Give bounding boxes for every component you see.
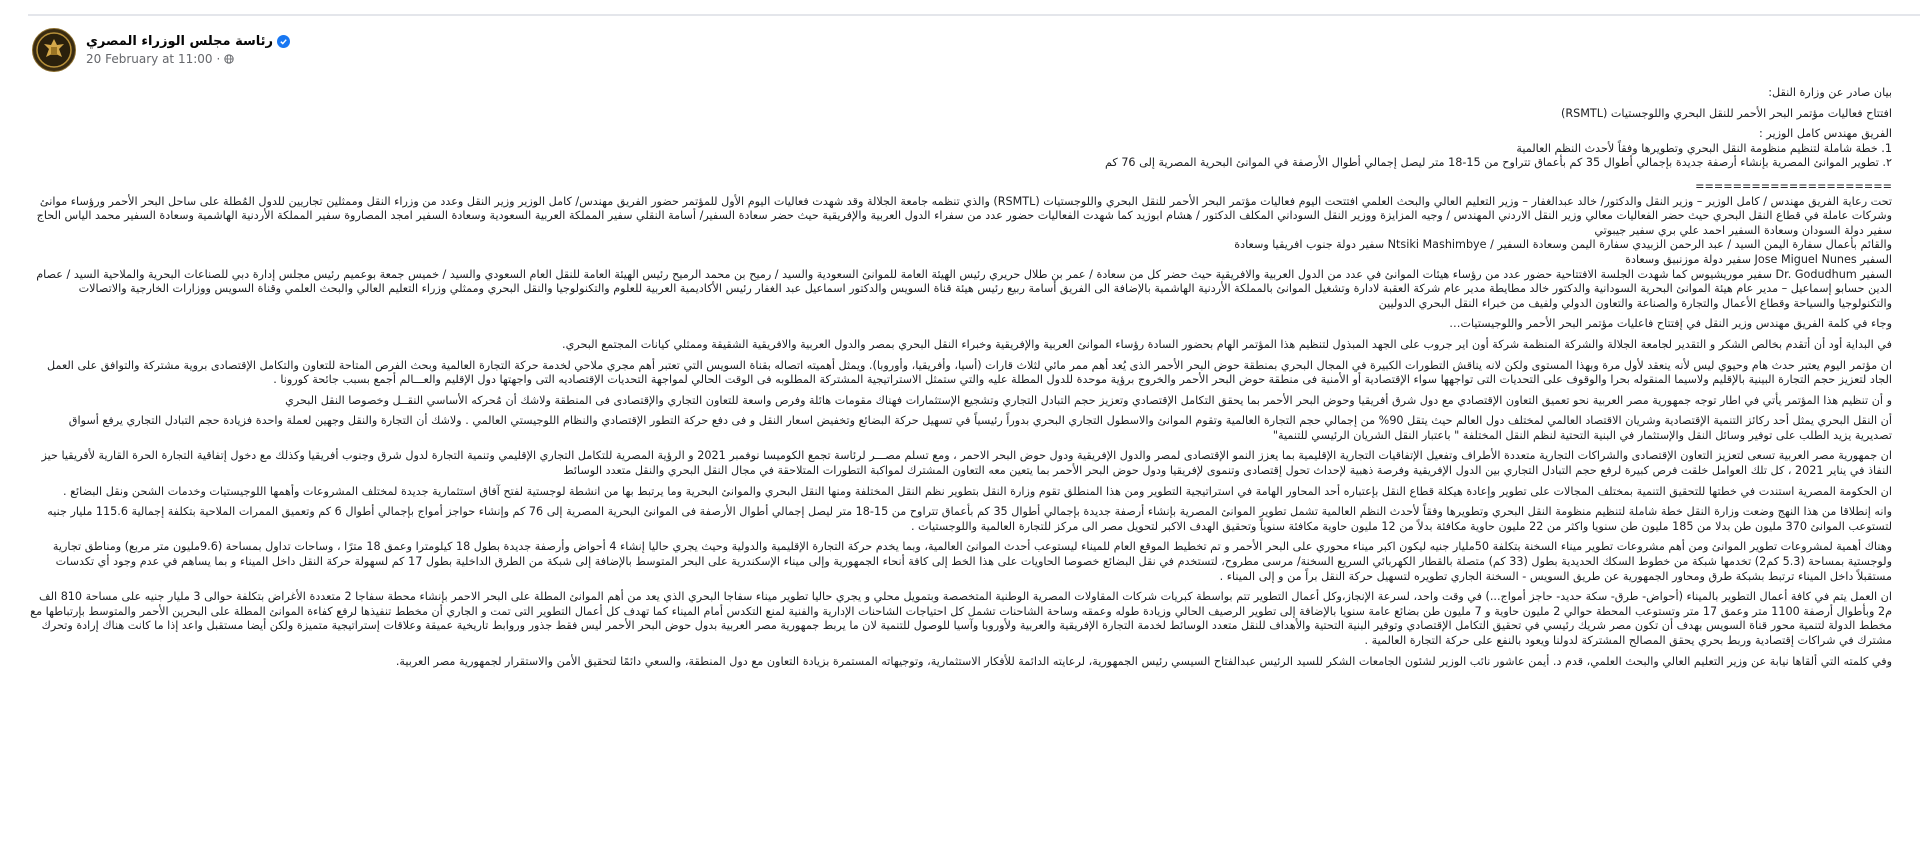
- post-paragraph: تحت رعاية الفريق مهندس / كامل الوزير – وزير النقل والدكتور/ خالد عبدالغفار – وزير التعليم العالي والبحث العلمي افتتحت اليوم فعاليات مؤتمر البحر الأحمر للنقل البحري واللوجستيات (RSMTL) والذي تنظمه جامعة الجلالة وقد شهدت فعاليات اليوم الأول للمؤتمر حضور الفريق مهندس/ كامل الوزير وزير النقل وعدد من وزراء النقل وممثلين تجاريين للدول المُطلة على ساحل البحر الأحمر ورؤساء موانئ وشركات عاملة في قطاع النقل البحري حيث حضر الفعاليات معالي وزير النقل الاردني المهندس / وجيه المزايزة ووزير النقل السوداني المكلف الدكتور / هشام ابوزيد كما شهدت الفعاليات حضور عدد من سفراء الدول العربية والإفريقية حيث حضر سعادة السفير/ أسامة النقلي سفير المملكة العربية السعودية وسعادة السفير امجد المصاروة سفير المملكة الأردنية الهاشمية وسعادة السفير محمد الياس الحاج سفير دولة السودان وسعادة السفير احمد علي بري سفير جيبوتي: [36, 194, 1892, 237]
- post-line-minister: الفريق مهندس كامل الوزير :: [1758, 127, 1892, 141]
- post-timestamp[interactable]: 20 February at 11:00: [86, 52, 213, 66]
- post-line-title: بيان صادر عن وزارة النقل:: [1768, 86, 1892, 99]
- post-meta: [86, 34, 290, 66]
- post-paragraph: ان الحكومة المصرية استندت في خطتها للتحقيق التنمية بمختلف المجالات على تطوير وإعادة هيكلة قطاع النقل بإعتباره أحد المحاور الهامة في استراتيجية التطوير ومن هذا المنطلق تقوم وزارة النقل بتطوير نظم النقل المختلفة ومنها النقل البحري والموانئ البحرية وما يرتبط بها من انشطة لوجستية لفتح آفاق استثمارية جديدة لمختلف المشروعات وأهمها اللوجيستيات وخدمات الشحن ونقل البضائع .: [62, 484, 1892, 498]
- post-paragraph: وهناك أهمية لمشروعات تطوير الموانئ ومن أهم مشروعات تطوير ميناء السخنة بتكلفة 50مليار جنيه ليكون اكبر ميناء محوري على البحر الأحمر و تم تخطيط الموقع العام للميناء ليستوعب أحدث الموانئ العالمية، وبما يخدم حركة التجارة الإقليمية والدولية وحيث يجري حاليا إنشاء 4 أحواض وأرصفة جديدة بطول 18 كيلومترا وعمق 18 مترًا ، وساحات تداول بمساحة (9.6مليون متر مربع) ومناطق تجارية ولوجستية بمساحة (5.3 كم2) تخدمها شبكة من خطوط السكك الحديدية بطول (33 كم) متصلة بالقطار الكهربائي السريع السخنة/ مرسى مطروح، لتستخدم في نقل البضائع خصوصا الحاويات على هذا الخط إلى كافة أنحاء الجمهورية وإلى ميناء الإسكندرية على البحر المتوسط بالإضافة إلى شبكة من الطرق الداخلية بطول 17 كم لسهولة حركة النقل داخل الميناء و بما يساهم في عدم وجود أي تكدسات مستقبلاً داخل الميناء ترتبط بشبكة طرق ومحاور الجمهورية عن طريق السويس - السخنة الجاري تطويره لتسهيل حركة النقل براً من و إلى الميناء .: [52, 540, 1892, 583]
- post-paragraph: السفير Jose Miguel Nunes سفير دولة موزنبيق وسعادة: [1625, 252, 1892, 266]
- post-separator-line: =====================: [1695, 179, 1892, 193]
- page-name[interactable]: رئاسة مجلس الوزراء المصري: [86, 34, 274, 49]
- page-avatar[interactable]: [32, 28, 76, 72]
- post-line-point-1: 1. خطة شاملة لتنظيم منظومة النقل البحري وتطويرها وفقاً لأحدث النظم العالمية: [1516, 141, 1892, 155]
- verified-badge-icon: [277, 35, 290, 48]
- top-divider: [28, 14, 1920, 16]
- post-subline: [86, 52, 290, 66]
- post-header: [32, 28, 290, 72]
- post-paragraph: ان مؤتمر اليوم يعتبر حدث هام وحيوي ليس لأنه ينعقد لأول مرة وبهذا المستوى ولكن لانه يناقش التطورات الكبيرة في المجال البحري بمنطقة حوض البحر الأحمر الذى يُعد أهم ممر مائي لثلاث قارات (أسيا، وأفريقيا، وأوروبا). ويمثل أهميته اتصاله بقناة السويس التي تعتبر أهم مجري ملاحي لخدمة حركة التجارة العالمية وبحث الفرص المتاحة للتعاون والتكامل الإقتصادى بروية مشتركة والتوافق على العمل الجاد لتعزيز حجم التجارة البينية بالإقليم ولاسيما المنقوله بحرا والوقوف على التحديات التى تواجهها سواء الإقتصادية أو الأمنية فى منطقة حوض البحر الأحمر والخروج برؤية موحدة للدول المطلة عليه والتي ستمثل الاستراتيجية المشتركة المطلوبه فى الوقت الحالي لمواجهة التحديات الإقتصاديه التى واجهتها دول الإقليم والعـــالم أجمع بسبب جائحة كورونا .: [47, 358, 1892, 387]
- post-paragraph: أن النقل البحري يمثل أحد ركائز التنمية الإقتصادية وشريان الاقتصاد العالمي لمختلف دول العالم حيث يتقل 90% من إجمالي حجم التجارة العالمية وتقوم الموانئ والاسطول التجاري البحري بدوراً رئيسياً في تسهيل حركة البضائع وتخفيض اسعار النقل و فى دفع حركة التطور الإقتصادي والنظام اللوجيستي العالمي . ولاشك أن التجارة والنقل وجهين لعملة واحدة فزيادة حجم التبادل التجاري يرفع أسواق تصديرية يزيد الطلب على توفير وسائل النقل والإستثمار في البنية التحتية لنظم النقل المختلفة " باعتبار النقل الشريان الرئيسي للتنمية": [68, 414, 1892, 442]
- post-paragraph: السفير Dr. Godudhum سفير موريشيوس كما شهدت الجلسة الافتتاحية حضور عدد من رؤساء هيئات الموانئ في عدد من الدول العربية والافريقية حيث حضر كل من سعادة / عمر بن طلال حريري رئيس الهيئة العامة للموانئ السعودية والسيد / رميح بن محمد الرميح رئيس الهيئة العامة للنقل العام السعودي والسيد / خميس جمعة بوعميم رئيس مجلس إدارة دبي للصناعات البحرية والملاحية السيد / عصام الدين حسابو إسماعيل – مدير عام هيئة الموانئ البحرية السودانية والدكتور خالد مطايطة مدير عام شركة العقبة لادارة وتشغيل الموانئ بالمملكة الأردنية الهاشمية بالإضافة الى الفريق أسامة ربيع رئيس هيئة قناة السويس والدكتور اسماعيل عبد الغفار رئيس الأكاديمية العربية للعلوم والتكنولوجيا والنقل البحري وممثلي وزراء التعليم العالي والبحث العلمي وقناة السويس ووزارات الخارجية والاتصالات والتكنولوجيا والسياحة وقطاع الأعمال والتجارة والصناعة والتعاون الدولي ولفيف من خبراء النقل البحري الدوليين: [36, 267, 1892, 310]
- post-line-headline: افتتاح فعاليات مؤتمر البحر الأحمر للنقل البحري واللوجستيات (RSMTL): [1560, 106, 1892, 120]
- post-paragraph: ان جمهورية مصر العربية تسعى لتعزيز التعاون الإقتصادى والشراكات التجارية متعددة الأطراف وتفعيل الإتفاقيات التجارية الإقليمية بما يعزز النمو الإقتصادى لمصر والدول الإفريقية ودول حوض البحر الاحمر ، ومع تسلم مصـــر لرئاسة تجمع الكوميسا نوفمبر 2021 و الرؤية المصرية للتكامل التجاري الإقليمي وتنمية التجارة لدول شرق وجنوب أفريقيا وكذلك مع دخول إتفاقية التجارة الحرة القارية لأفريقيا حيز النفاذ في يناير 2021 ، كل تلك العوامل خلقت فرص كبيرة لرفع حجم التبادل التجاري بين الدول الإفريقية وفرصة ذهبية لإحداث تحول إقتصادى وتنموى لإفريقيا ودول حوض البحر الأحمر بما يتعين معه التعاون المشترك لمواكبة التطورات المتلاحقة في مجال النقل البحري والنقل متعدد الوسائط: [41, 449, 1892, 478]
- eagle-emblem-icon: [36, 32, 72, 68]
- post-body: [30, 80, 1892, 856]
- post-paragraph: وفي كلمته التي ألقاها نيابة عن وزير التعليم العالي والبحث العلمي، قدم د. أيمن عاشور نائب الوزير لشئون الجامعات الشكر للسيد الرئيس عبدالفتاح السيسي رئيس الجمهورية، لرعايته الدائمة للأفكار الاستثمارية، وتوجيهاته المستمرة بزيادة التعاون مع دول المنطقة، والسعي دائمًا لتحقيق الأمن والاستقرار لجمهورية مصر العربية.: [395, 654, 1892, 668]
- post-paragraph: وانه إنطلاقا من هذا النهج وضعت وزارة النقل خطة شاملة لتنظيم منظومة النقل البحري وتطويرها وفقاً لأحدث النظم العالمية تشمل تطوير الموانئ المصرية بإنشاء أرصفة جديدة بإجمالي أطوال 35 كم بأعماق تتراوح من 15-18 متر ليصل إجمالي أطوال الأرصفة فى الموانئ البحرية المصرية إلى 76 كم وإنشاء حواجز أمواج بإجمالي أطوال 6 كم وتعميق الممرات الملاحية بتكلفة إجمالية 115.6 مليار جنيه لتستوعب الموانئ 370 مليون طن بدلا من 185 مليون طن سنويا واكثر من 22 مليون حاوية مكافئة بدلاً من 12 مليون حاوية مكافئة سنوياً وتحقيق الهدف الاكبر لتحويل مصر الى مركز للتجارة العالمية واللوجستيات .: [47, 505, 1892, 533]
- post-paragraph: ان العمل يتم في كافة أعمال التطوير بالميناء (أحواض- طرق- سكة حديد- حاجز أمواج...) في وقت واحد، لسرعة الإنجاز،وكل أعمال التطوير تتم بواسطة كبريات شركات المقاولات المصرية الوطنية المتخصصة وبتمويل محلي و يجري حاليا تطوير ميناء سفاجا البحري الذي يعد من أهم الموانئ المطلة على البحر الاحمر بإنشاء محطة سفاجا 2 متعددة الأغراض بتكلفة حوالى 3 مليار جنيه على مساحة 810 الف م2 وبأطوال أرصفة 1100 متر وعمق 17 متر وتستوعب المحطة حوالي 2 مليون حاوية و 7 مليون طن بضائع عامة سنويا بالإضافة إلى تطوير الرصيف الحالي وزيادة طوله وعمقه وساحة الشاحنات تشمل كل احتياجات الشاحنات الإدارية والفنية لمنع التكدس أمام الميناء كما تهدف كل أعمال التطوير التى تمت و الجاري أن مخطط تنفيذها لرفع كفاءة الموانئ المطلة على البحرين الأحمر والمتوسط بإرتباطها مع مخطط الدولة لتنمية محور قناة السويس بهدف أن تكون مصر شريك رئيسي في تحقيق التكامل الإقتصادي وتوفير البنية التحتية والأهداف للنقل متعدد الوسائط لخدمة التجارة الإفريقية والعربية ولأوروبا وآسيا للوصول للتنمية لان ما يربط جمهورية مصر العربية بدول حوض البحر الأحمر ليس فقط جذور وروابط تاريخية عميقة وعلاقات إستراتيجية متميزة ولكن أيضا مستقبل واعد إذا ما كانت هناك إرادة وتحرك مشترك في شراكات إقتصادية وربط بحري يحقق المصالح المشتركة لدولنا ويعود بالنفع على حركة التجارة العالمية .: [30, 590, 1892, 647]
- post-line-point-2: ٢. تطوير الموانئ المصرية بإنشاء أرصفة جديدة بإجمالي أطوال 35 كم بأعماق تتراوح من 15-18 متر ليصل إجمالي أطوال الأرصفة في الموانئ البحرية المصرية إلى 76 كم: [1104, 156, 1892, 170]
- post-paragraph: و أن تنظيم هذا المؤتمر يأتي في اطار توجه جمهورية مصر العربية نحو تعميق التعاون الإقتصادي مع دول شرق أفريقيا وحوض البحر الأحمر بما يحقق التكامل الإقتصادي وتعزيز حجم التبادل التجاري وتشجيع الإستثمارات فهناك مقومات هائلة وفرص واسعة للتعاون التجاري والإقتصادى فى المنطقة ولاشك أن مُحركه الأساسي النقــل وخصوصا النقل البحري: [285, 393, 1892, 407]
- post-paragraph: والقائم بأعمال سفارة اليمن السيد / عبد الرحمن الزبيدي سفارة اليمن وسعادة السفير / Ntsiki Mashimbye سفير دولة جنوب افريقيا وسعادة: [1234, 238, 1892, 252]
- page-name-row: [86, 34, 290, 49]
- meta-separator: ·: [216, 52, 221, 66]
- post-paragraph: وجاء في كلمة الفريق مهندس وزير النقل في إفتتاح فاعليات مؤتمر البحر الأحمر واللوجيستيات…: [1449, 317, 1892, 331]
- post-paragraph: في البداية أود أن أتقدم بخالص الشكر و التقدير لجامعة الجلالة والشركة المنظمة شركة أون اير جروب على الجهد المبذول لتنظيم هذا المؤتمر الهام بحضور السادة رؤساء الموانئ العربية والإفريقية وخبراء النقل البحري بمصر والدول العربية والافريقية الشقيقة وممثلي كيانات المجتمع البحري.: [562, 337, 1892, 351]
- globe-icon[interactable]: [224, 54, 234, 64]
